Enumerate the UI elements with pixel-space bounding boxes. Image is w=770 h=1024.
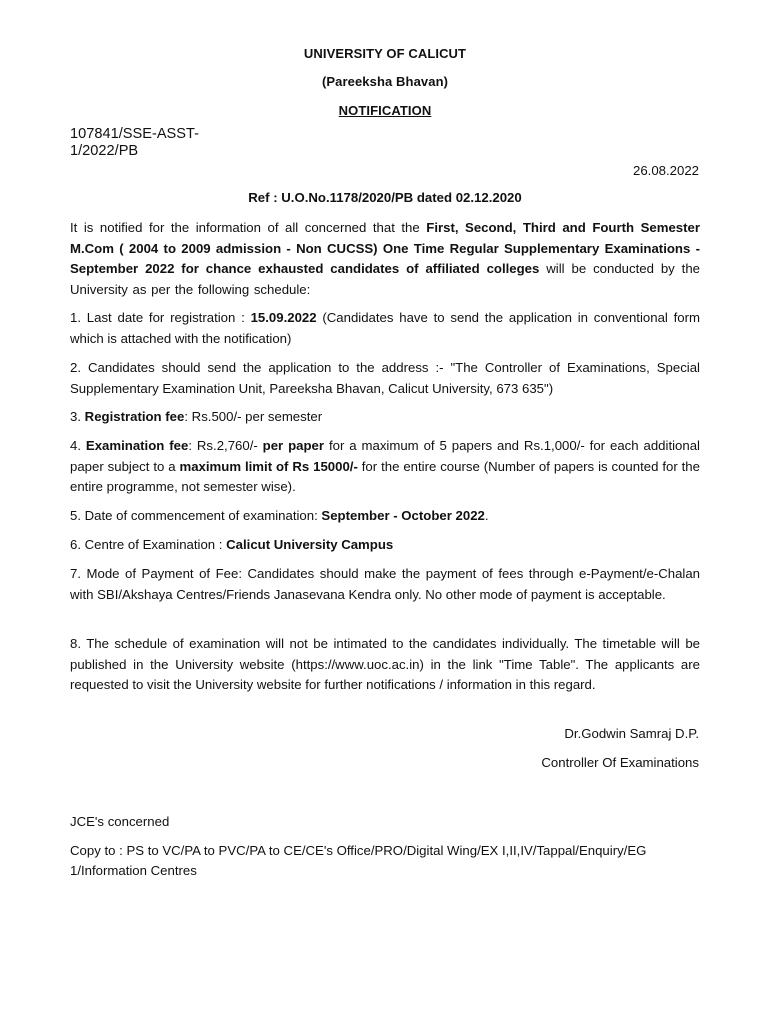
- copy-to: [70, 841, 700, 881]
- copy-to-line-1: Copy to : PS to VC/PA to PVC/PA to CE/CE's Office/PRO/Digital Wing/EX I,II,IV/Tappal/Enquiry/EG: [70, 843, 647, 858]
- file-number-line-1: 107841/SSE-ASST-: [70, 126, 199, 142]
- item-4-per-paper: per paper: [262, 438, 325, 453]
- document-type-heading: NOTIFICATION: [338, 103, 432, 118]
- item-5-text-2: .: [484, 508, 489, 523]
- intro-text-2: will be conducted by the University as per the following schedule:: [70, 261, 700, 297]
- signatory-title: Controller Of Examinations: [541, 755, 699, 770]
- intro-paragraph: [70, 218, 700, 300]
- item-3-text-1: 3.: [70, 409, 85, 424]
- file-number: [70, 126, 240, 160]
- recipients-line: JCE's concerned: [70, 814, 170, 829]
- item-1-text-1: 1. Last date for registration :: [70, 310, 251, 325]
- intro-text-1: It is notified for the information of all concerned that the: [70, 220, 427, 235]
- item-3-text-2: : Rs.500/- per semester: [184, 409, 323, 424]
- file-number-line-2: 1/2022/PB: [70, 143, 139, 159]
- reference-line: Ref : U.O.No.1178/2020/PB dated 02.12.2020: [248, 190, 522, 205]
- item-4-max-limit: maximum limit of Rs 15000/-: [179, 458, 358, 474]
- university-name: UNIVERSITY OF CALICUT: [303, 46, 467, 61]
- item-5-text-1: 5. Date of commencement of examination:: [70, 508, 322, 523]
- item-1-text-2: (Candidates have to send the application in conventional form which is attached with the notification): [70, 310, 700, 346]
- item-4-text-2: : Rs.2,760/-: [188, 438, 263, 453]
- notification-date: 26.08.2022: [632, 163, 699, 178]
- item-8-text: 8. The schedule of examination will not be intimated to the candidates individually. The timetable will be published in the University website (https://www.uoc.ac.in) in the link "Time Table". The applicants are requested to visit the University website for further notifications / information in this regard.: [70, 636, 700, 693]
- item-4-label: Examination fee: [85, 438, 189, 453]
- item-schedule-info: [70, 634, 700, 696]
- office-name: (Pareeksha Bhavan): [321, 74, 449, 89]
- item-exam-centre: [70, 535, 700, 556]
- item-registration-fee: [70, 407, 700, 428]
- item-3-label: Registration fee: [84, 409, 185, 424]
- item-payment-mode: [70, 564, 700, 605]
- intro-exam-title: First, Second, Third and Fourth Semester M.Com ( 2004 to 2009 admission - Non CUCSS) One Time Regular Supplementary Examinations - September 2022 for chance exhausted candidates of affiliated colleges: [70, 220, 700, 277]
- item-4-text-1: 4.: [70, 438, 86, 453]
- item-commencement-date: [70, 506, 700, 527]
- item-7-text: 7. Mode of Payment of Fee: Candidates should make the payment of fees through e-Payment/e-Chalan with SBI/Akshaya Centres/Friends Janasevana Kendra only. No other mode of payment is acceptable.: [70, 566, 700, 602]
- item-5-period: September - October 2022: [321, 508, 485, 523]
- item-6-text-1: 6. Centre of Examination :: [70, 537, 227, 552]
- item-application-address: [70, 358, 700, 399]
- item-1-date: 15.09.2022: [250, 310, 317, 325]
- item-4-text-3: for a maximum of 5 papers and Rs.1,000/- for each additional paper subject to a: [70, 438, 700, 474]
- item-2-text: 2. Candidates should send the application to the address :- "The Controller of Examinations, Special Supplementary Examination Unit, Pareeksha Bhavan, Calicut University, 673 635"): [70, 360, 700, 396]
- copy-to-line-2: 1/Information Centres: [70, 863, 197, 878]
- item-6-centre: Calicut University Campus: [226, 537, 394, 552]
- item-registration-date: [70, 308, 700, 349]
- item-examination-fee: [70, 436, 700, 498]
- signatory-name: Dr.Godwin Samraj D.P.: [564, 726, 699, 741]
- item-4-text-4: for the entire course (Number of papers is counted for the entire programme, not semester wise).: [70, 458, 700, 495]
